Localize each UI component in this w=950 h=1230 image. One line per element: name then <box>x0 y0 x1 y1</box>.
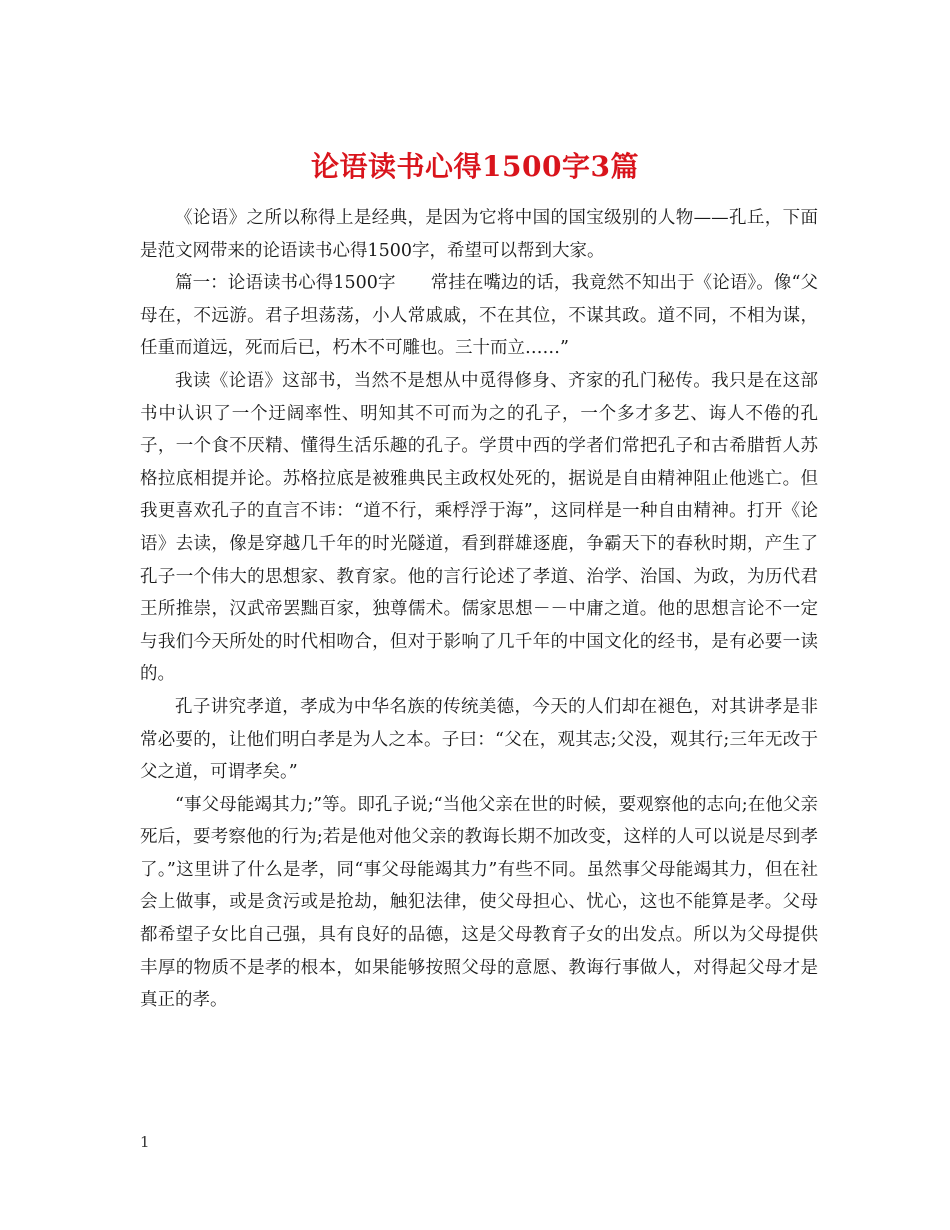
paragraph-filial-piety: 孔子讲究孝道，孝成为中华名族的传统美德，今天的人们却在褪色，对其讲孝是非常必要的，让他们明白孝是为人之本。子曰：“父在，观其志;父没，观其行;三年无改于父之道，可谓孝矣。” <box>140 696 818 783</box>
document-title: 论语读书心得1500字3篇 <box>311 149 639 183</box>
paragraph-chapter-one: 篇一：论语读书心得1500字 常挂在嘴边的话，我竟然不知出于《论语》。像“父母在，不远游。君子坦荡荡，小人常戚戚，不在其位，不谋其政。道不同，不相为谋，任重而道远，死而后已，朽木不可雕也。三十而立……” <box>140 273 818 359</box>
page-number: 1 <box>140 1133 150 1151</box>
paragraph-intro: 《论语》之所以称得上是经典，是因为它将中国的国宝级别的人物——孔丘，下面是范文网带来的论语读书心得1500字，希望可以帮到大家。 <box>140 208 818 261</box>
paragraph-serving-parents: “事父母能竭其力;”等。即孔子说;“当他父亲在世的时候，要观察他的志向;在他父亲死后，要考察他的行为;若是他对他父亲的教诲长期不加改变，这样的人可以说是尽到孝了。”这里讲了什么是孝，同“事父母能竭其力”有些不同。虽然事父母能竭其力，但在社会上做事，或是贪污或是抢劫，触犯法律，使父母担心、忧心，这也不能算是孝。父母都希望子女比自己强，具有良好的品德，这是父母教育子女的出发点。所以为父母提供丰厚的物质不是孝的根本，如果能够按照父母的意愿、教诲行事做人，对得起父母才是真正的孝。 <box>140 794 818 1011</box>
document-body <box>140 202 818 1017</box>
paragraph-reading-analects: 我读《论语》这部书，当然不是想从中觅得修身、齐家的孔门秘传。我只是在这部书中认识了一个迂阔率性、明知其不可而为之的孔子，一个多才多艺、诲人不倦的孔子，一个食不厌精、懂得生活乐趣的孔子。学贯中西的学者们常把孔子和古希腊哲人苏格拉底相提并论。苏格拉底是被雅典民主政权处死的，据说是自由精神阻止他逃亡。但我更喜欢孔子的直言不讳：“道不行，乘桴浮于海”，这同样是一种自由精神。打开《论语》去读，像是穿越几千年的时光隧道，看到群雄逐鹿，争霸天下的春秋时期，产生了孔子一个伟大的思想家、教育家。他的言行论述了孝道、治学、治国、为政，为历代君王所推崇，汉武帝罢黜百家，独尊儒术。儒家思想－－中庸之道。他的思想言论不一定与我们今天所处的时代相吻合，但对于影响了几千年的中国文化的经书，是有必要一读的。 <box>140 370 818 685</box>
